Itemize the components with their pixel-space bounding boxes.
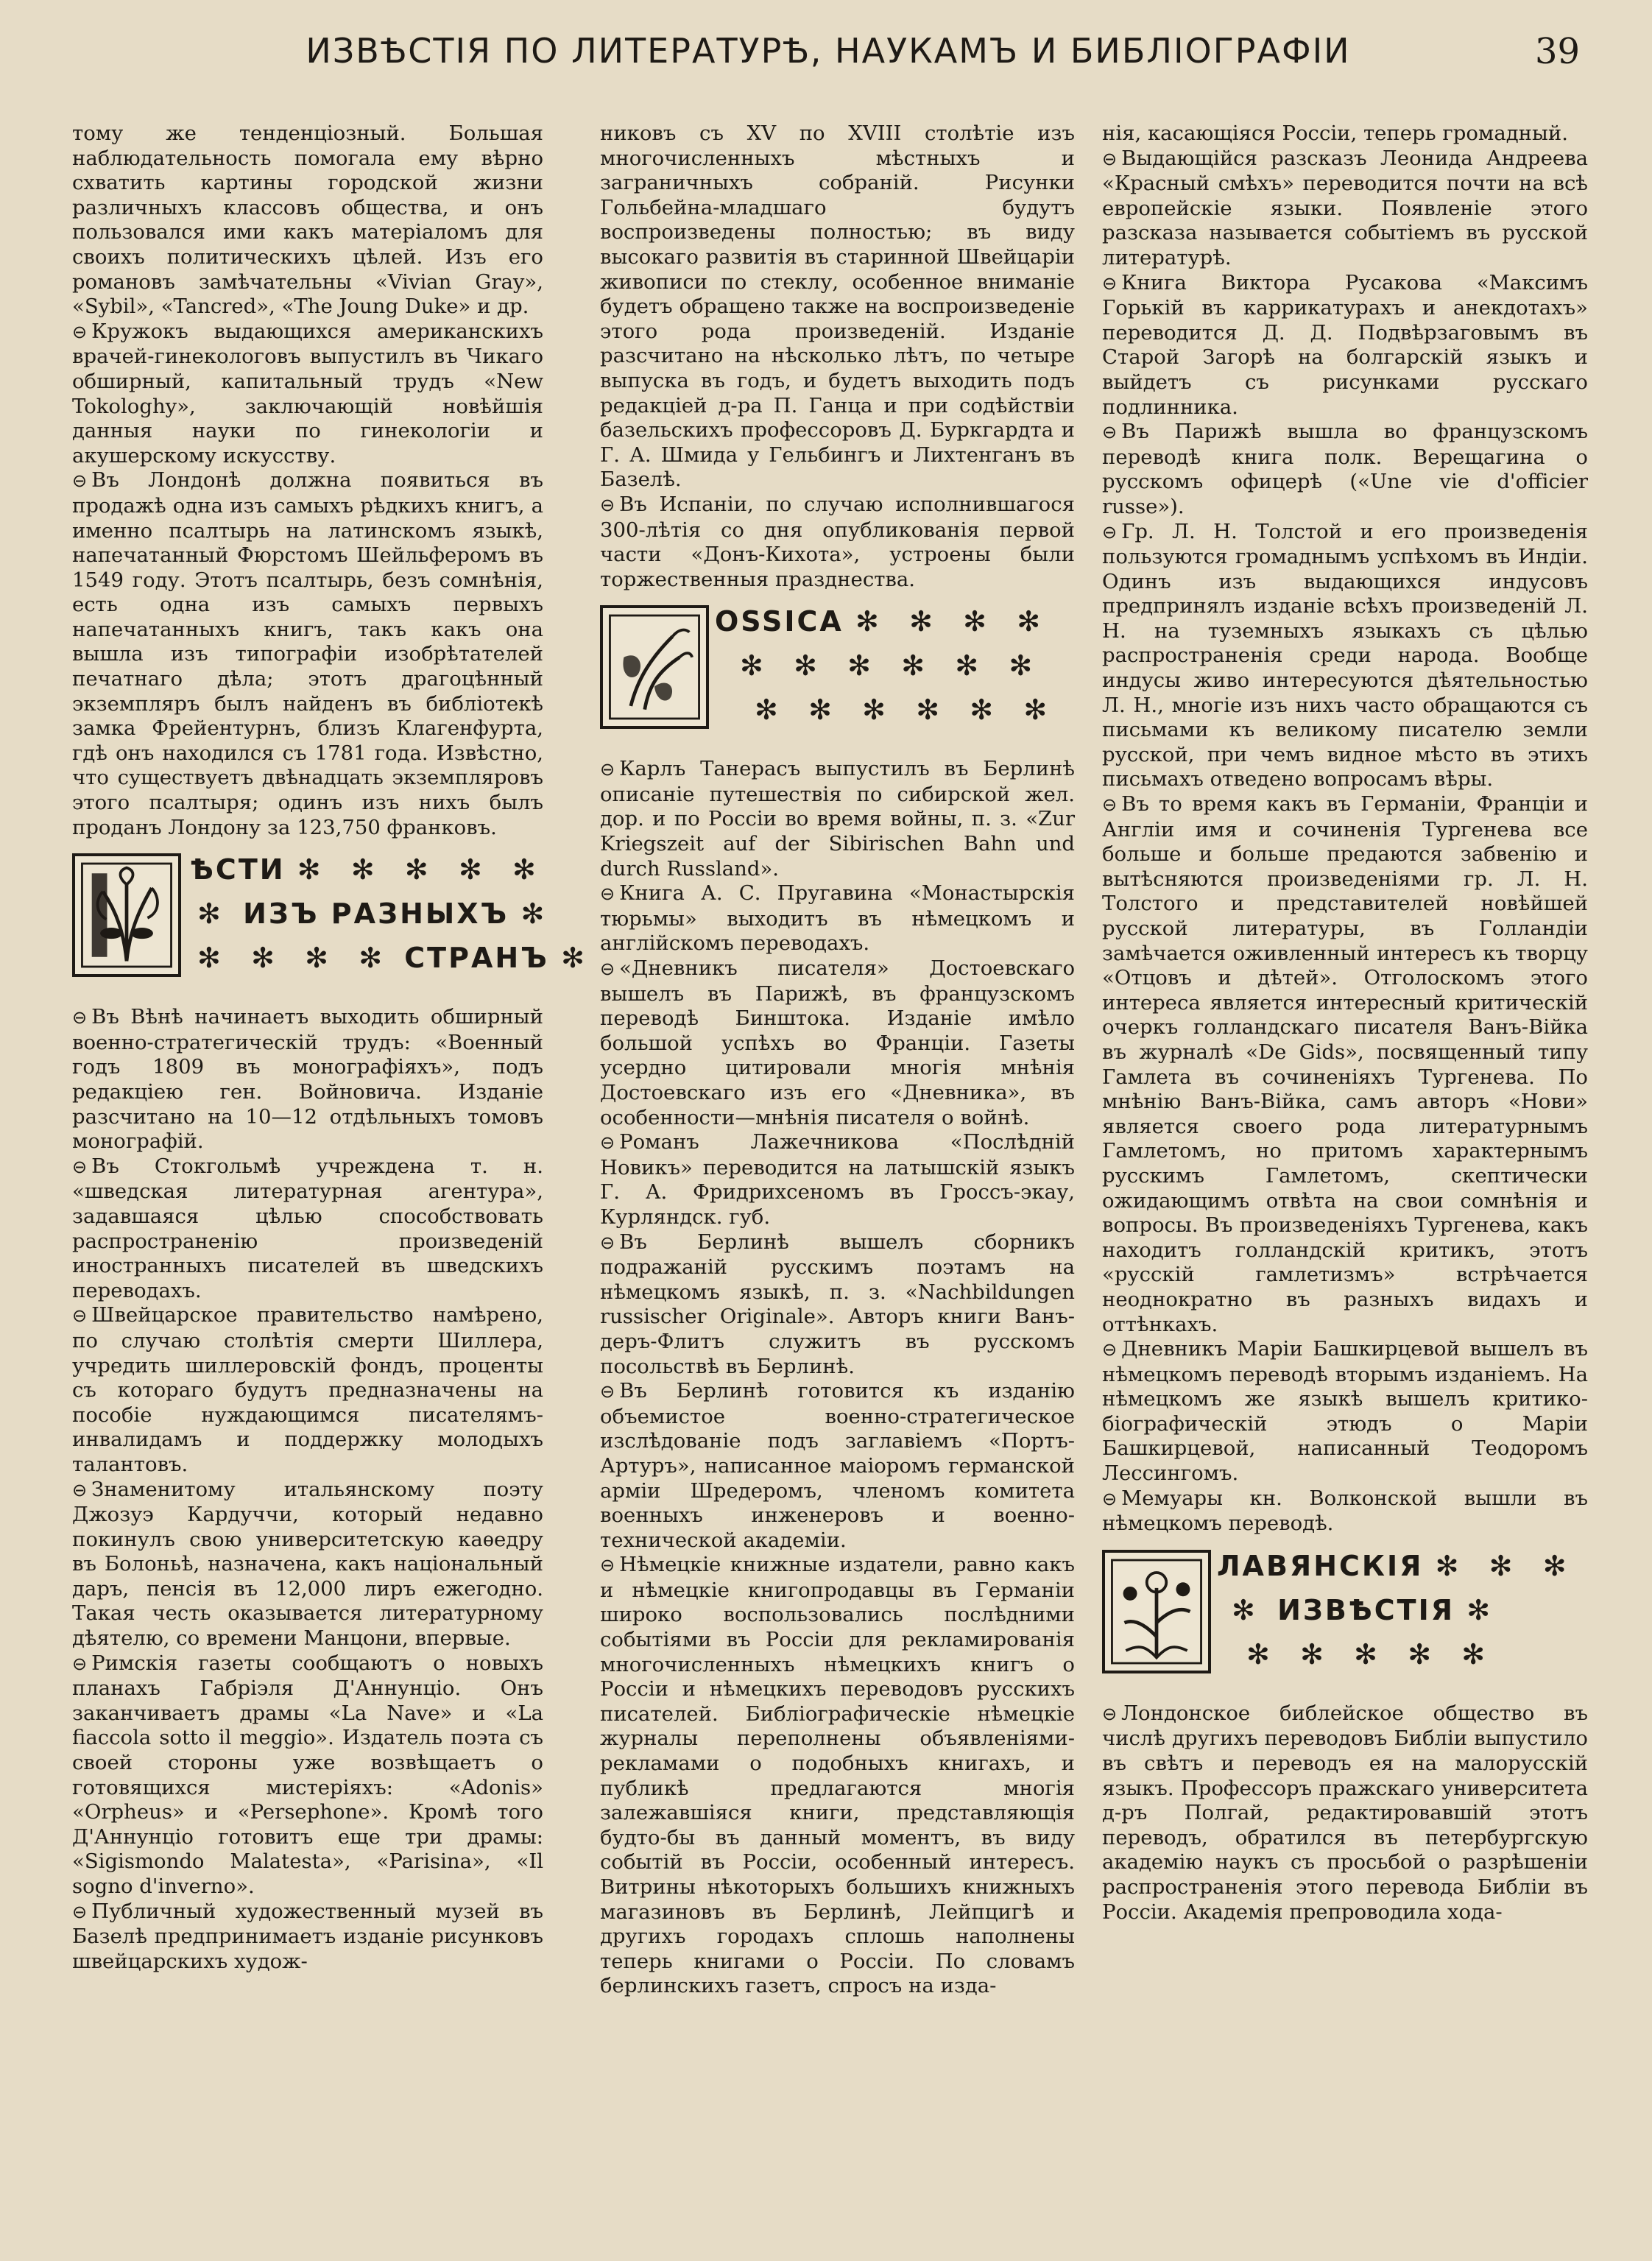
bullet-icon: ⊖: [72, 470, 88, 492]
news-item: ⊖ Книга А. С. Пругавина «Монастырскія тюрьмы» выходитъ въ нѣмецкомъ и англійскомъ переводахъ.: [600, 881, 1075, 956]
ornamental-initial-icon: [1102, 1550, 1211, 1673]
news-item: ⊖ Въ Парижѣ вышла во французскомъ переводѣ книга полк. Верещагина о русскомъ офицерѣ («Une vie d'officier russe»).: [1102, 420, 1588, 518]
heading-word: ѢСТИ: [190, 853, 286, 886]
news-item: ⊖ Мемуары кн. Волконской вышли въ нѣмецкомъ переводѣ.: [1102, 1486, 1588, 1536]
section-heading-foreign-news: ѢСТИ ✻ ✻ ✻ ✻ ✻ ✻ ИЗЪ РАЗНЫХЪ ✻ ✻ ✻ ✻ ✻ СТРАНЪ ✻: [72, 853, 543, 993]
bullet-icon: ⊖: [72, 1305, 88, 1327]
page-header: [0, 31, 1652, 82]
news-item: ⊖ «Дневникъ писателя» Достоевскаго вышелъ въ Парижѣ, въ французскомъ переводѣ Бинштока. Изданіе имѣло большой успѣхъ во Франціи. Газеты усердно цитировали многія мнѣнія Достоевскаго изъ его «Дневника», въ особенности—мнѣнія писателя о войнѣ.: [600, 956, 1075, 1129]
news-item: ⊖ Книга Виктора Русакова «Максимъ Горькій въ каррикатурахъ и анекдотахъ» переводится Д. Д. Подвѣрзаговымъ въ Старой Загорѣ на болгарскій языкъ и выйдетъ съ рисунками русскаго подлинника.: [1102, 270, 1588, 419]
heading-word: ИЗЪ РАЗНЫХЪ: [243, 897, 509, 931]
ornamental-initial-icon: [600, 605, 709, 729]
paragraph: нія, касающіяся Россіи, теперь громадный.: [1102, 121, 1568, 145]
bullet-icon: ⊖: [600, 883, 615, 905]
section-heading-rossica: [600, 605, 1075, 745]
bullet-icon: ⊖: [600, 959, 615, 980]
bullet-icon: ⊖: [1102, 1339, 1118, 1361]
column-3: [1102, 121, 1588, 2242]
bullet-icon: ⊖: [72, 1653, 88, 1674]
heading-word: ИЗВѢСТІЯ: [1277, 1593, 1455, 1626]
bullet-icon: ⊖: [1102, 422, 1118, 443]
running-title: ИЗВѢСТІЯ ПО ЛИТЕРАТУРѢ, НАУКАМЪ И БИБЛІОГРАФІИ: [306, 31, 1351, 71]
section-heading-slavic-news: ЛАВЯНСКІЯ ✻ ✻ ✻ ✻ ИЗВѢСТІЯ ✻ ✻ ✻ ✻ ✻ ✻: [1102, 1550, 1588, 1690]
ornament-stars: ✻ ✻ ✻ ✻ ✻: [297, 853, 546, 886]
bullet-icon: ⊖: [72, 1156, 88, 1177]
news-item: ⊖ Публичный художественный музей въ Базелѣ предпринимаетъ изданіе рисунковъ швейцарскихъ худож-: [72, 1899, 543, 1973]
news-item: ⊖ Въ Стокгольмѣ учреждена т. н. «шведская литературная агентура», задавшаяся цѣлью способствовать распространенію произведеній иностранныхъ писателей въ шведскихъ переводахъ.: [72, 1154, 543, 1302]
news-item: ⊖ Въ Вѣнѣ начинаетъ выходить обширный военно-стратегическій трудъ: «Военный годъ 1809 въ монографіяхъ», подъ редакціею ген. Войновича. Изданіе разсчитано на 10—12 отдѣльныхъ томовъ монографій.: [72, 1005, 543, 1154]
heading-word: OSSICA: [715, 605, 844, 638]
bullet-icon: ⊖: [1102, 272, 1118, 294]
news-item: ⊖ Нѣмецкіе книжные издатели, равно какъ и нѣмецкіе книгопродавцы въ Германіи широко воспользовались послѣдними событіями въ Россіи для рекламированія многочисленныхъ нѣмецкихъ книгъ о Россіи и нѣмецкихъ переводовъ русскихъ писателей. Библіографическіе нѣмецкіе журналы переполнены объявленіями-рекламами о подобныхъ книгахъ, и публикѣ предлагаются многія залежавшіяся книги, представляющія будто-бы въ данный моментъ, въ виду событій въ Россіи, особенный интересъ. Витрины нѣкоторыхъ большихъ книжныхъ магазиновъ въ Берлинѣ, Лейпцигѣ и другихъ городахъ сплошь наполнены теперь книгами о Россіи. По словамъ берлинскихъ газетъ, спросъ на изда-: [600, 1553, 1075, 1998]
news-item: ⊖ Римскія газеты сообщаютъ о новыхъ планахъ Габріэля Д'Аннунціо. Онъ заканчиваетъ драмы «La Nave» и «La fiaccola sotto il meggio». Издатель поэта съ своей стороны уже возвѣщаетъ о готовящихся мистеріяхъ: «Adonis» «Orpheus» и «Persephone». Кромѣ того Д'Аннунціо готовитъ еще три драмы: «Sigismondo Malatesta», «Parisina», «Il sogno d'inverno».: [72, 1651, 543, 1898]
bullet-icon: ⊖: [1102, 1703, 1118, 1724]
bullet-icon: ⊖: [600, 1555, 615, 1576]
heading-word: СТРАНЪ: [404, 942, 549, 975]
news-item: ⊖ Въ Берлинѣ готовится къ изданію объемистое военно-стратегическое изслѣдованіе подъ заглавіемъ «Портъ-Артуръ», написанное маіоромъ германской арміи Шредеромъ, членомъ комитета военныхъ инженеровъ и военно-технической академіи.: [600, 1379, 1075, 1552]
news-item: ⊖ Въ Берлинѣ вышелъ сборникъ подражаній русскимъ поэтамъ на нѣмецкомъ языкѣ, п. з. «Nachbildungen russischer Originale». Авторъ книги Ванъ-деръ-Флитъ служитъ въ русскомъ посольствѣ въ Берлинѣ.: [600, 1230, 1075, 1378]
bullet-icon: ⊖: [1102, 1488, 1118, 1509]
ornament-stars: ✻ ✻ ✻ ✻ ✻: [1246, 1637, 1496, 1671]
bullet-icon: ⊖: [72, 1901, 88, 1922]
bullet-icon: ⊖: [600, 759, 615, 780]
bullet-icon: ⊖: [600, 1381, 615, 1403]
ornament-stars: ✻ ✻ ✻ ✻ ✻ ✻: [740, 649, 1043, 682]
news-item: ⊖ Въ Лондонѣ должна появиться въ продажѣ одна изъ самыхъ рѣдкихъ книгъ, а именно псалтырь на латинскомъ языкѣ, напечатанный Фюрстомъ Шейльферомъ въ 1549 году. Этотъ псалтырь, безъ сомнѣнія, есть одна изъ самыхъ первыхъ напечатанныхъ книгъ, такъ какъ она вышла изъ типографіи изобрѣтателей печатнаго дѣла; этотъ драгоцѣнный экземпляръ былъ найденъ въ библіотекѣ замка Фрейентурнъ, близъ Клагенфурта, гдѣ онъ находился съ 1781 года. Извѣстно, что существуетъ двѣнадцать экземпляровъ этого псалтыря; одинъ изъ нихъ былъ проданъ Лондону за 123,750 франковъ.: [72, 468, 543, 839]
bullet-icon: ⊖: [1102, 148, 1118, 169]
bullet-icon: ⊖: [1102, 521, 1118, 543]
bullet-icon: ⊖: [1102, 794, 1118, 816]
bullet-icon: ⊖: [72, 1479, 88, 1500]
column-2: [600, 121, 1075, 2242]
bullet-icon: ⊖: [72, 1007, 88, 1029]
news-item: ⊖ Въ то время какъ въ Германіи, Франціи и Англіи имя и сочиненія Тургенева все больше и больше предаются забвенію и вытѣсняются произведеніями гр. Л. Н. Толстого и представителей новѣйшей русской литературы, въ Голландіи замѣчается оживленный интересъ къ творцу «Отцовъ и дѣтей». Отголоскомъ этого интереса является интересный критическій очеркъ голландскаго писателя Ванъ-Війка въ журналѣ «De Gids», посвященный типу Гамлета въ сочиненіяхъ Тургенева. По мнѣнію Ванъ-Війка, самъ авторъ «Нови» является своего рода литературнымъ Гамлетомъ, но притомъ характернымъ русскимъ Гамлетомъ, скептически ожидающимъ отвѣта на свои сомнѣнія и вопросы. Въ произведеніяхъ Тургенева, какъ находитъ голландскій критикъ, этотъ «русскій гамлетизмъ» встрѣчается неоднократно въ разныхъ видахъ и оттѣнкахъ.: [1102, 792, 1588, 1336]
ornamental-initial-icon: [72, 853, 181, 977]
ornament-stars: ✻ ✻ ✻ ✻ ✻ ✻: [755, 694, 1058, 727]
news-item: ⊖ Знаменитому итальянскому поэту Джозуэ Кардуччи, который недавно покинулъ свою университетскую каѳедру въ Болоньѣ, назначена, какъ національный даръ, пенсія въ 12,000 лиръ ежегодно. Такая честь оказывается литературному дѣятелю, со времени Манцони, впервые.: [72, 1477, 543, 1651]
paragraph: тому же тенденціозный. Большая наблюдательность помогала ему вѣрно схватить картины городской жизни различныхъ классовъ общества, и онъ пользовался ими какъ матеріаломъ для своихъ политическихъ цѣлей. Изъ его романовъ замѣчательны «Vivian Gray», «Sybil», «Tancred», «The Joung Duke» и др.: [72, 121, 543, 319]
news-item: ⊖ Романъ Лажечникова «Послѣдній Новикъ» переводится на латышскій языкъ Г. А. Фридрихсеномъ въ Гроссъ-экау, Курляндск. губ.: [600, 1130, 1075, 1229]
news-item: ⊖ Въ Испаніи, по случаю исполнившагося 300-лѣтія со дня опубликованія первой части «Донъ-Кихота», устроены были торжественныя празднества.: [600, 492, 1075, 591]
news-item: ⊖ Лондонское библейское общество въ числѣ другихъ переводовъ Библіи выпустило въ свѣтъ и переводъ ея на малорусскій языкъ. Профессоръ пражскаго университета д-ръ Полгай, редактировавшій этотъ переводъ, обратился въ петербургскую академію наукъ съ просьбой о разрѣшеніи распространенія этого перевода Библіи въ Россіи. Академія препроводила хода-: [1102, 1701, 1588, 1924]
news-item: ⊖ Дневникъ Маріи Башкирцевой вышелъ въ нѣмецкомъ переводѣ вторымъ изданіемъ. На нѣмецкомъ же языкѣ вышелъ критико-біографическій этюдъ о Маріи Башкирцевой, написанный Теодоромъ Лессингомъ.: [1102, 1337, 1588, 1486]
ornament-stars: ✻ ✻ ✻ ✻: [855, 605, 1051, 638]
page-number: 39: [1535, 31, 1581, 72]
news-item: ⊖ Выдающійся разсказъ Леонида Андреева «Красный смѣхъ» переводится почти на всѣ европейскіе языки. Появленіе этого разсказа называется событіемъ въ русской литературѣ.: [1102, 146, 1588, 269]
heading-word: ЛАВЯНСКІЯ: [1217, 1549, 1424, 1582]
bullet-icon: ⊖: [72, 321, 88, 342]
bullet-icon: ⊖: [600, 494, 615, 515]
bullet-icon: ⊖: [600, 1232, 615, 1253]
bullet-icon: ⊖: [600, 1132, 615, 1154]
ornament-stars: ✻ ✻ ✻: [1435, 1549, 1577, 1582]
paragraph: никовъ съ XV по XVIII столѣтіе изъ многочисленныхъ мѣстныхъ и заграничныхъ собраній. Рисунки Гольбейна-младшаго будутъ воспроизведены полностью; въ виду высокаго развитія въ старинной Швейцаріи живописи по стеклу, особенное вниманіе будетъ обращено также на воспроизведеніе этого рода произведеній. Изданіе разсчитано на нѣсколько лѣтъ, по четыре выпуска въ годъ, и будетъ выходить подъ редакціей д-ра П. Ганца и при содѣйствіи базельскихъ профессоровъ Д. Буркгардта и Г. А. Шмида у Гельбингъ и Лихтенганъ въ Базелѣ.: [600, 121, 1075, 492]
column-1: [72, 121, 595, 2242]
news-item: ⊖ Швейцарское правительство намѣрено, по случаю столѣтія смерти Шиллера, учредить шиллеровскій фондъ, проценты съ котораго будутъ предназначены на пособіе нуждающимся писателямъ-инвалидамъ и поддержку молодыхъ талантовъ.: [72, 1303, 543, 1476]
news-item: ⊖ Кружокъ выдающихся американскихъ врачей-гинекологовъ выпустилъ въ Чикаго обширный, капитальный трудъ «New Tokologhy», заключающій новѣйшія данныя науки по гинекологіи и акушерскому искусству.: [72, 319, 543, 468]
news-item: ⊖ Гр. Л. Н. Толстой и его произведенія пользуются громаднымъ успѣхомъ въ Индіи. Одинъ изъ выдающихся индусовъ предпринялъ изданіе всѣхъ произведеній Л. Н. на туземныхъ языкахъ съ цѣлью распространенія среди народа. Вообще индусы живо интересуются дѣятельностью Л. Н., многіе изъ нихъ часто обращаются съ письмами къ великому писателю земли русской, при чемъ видное мѣсто въ этихъ письмахъ отведено вопросамъ вѣры.: [1102, 519, 1588, 791]
news-item: ⊖ Карлъ Танерасъ выпустилъ въ Берлинѣ описаніе путешествія по сибирской жел. дор. и по Россіи во время войны, п. з. «Zur Kriegszeit auf der Sibirischen Bahn und durch Russland».: [600, 757, 1075, 881]
